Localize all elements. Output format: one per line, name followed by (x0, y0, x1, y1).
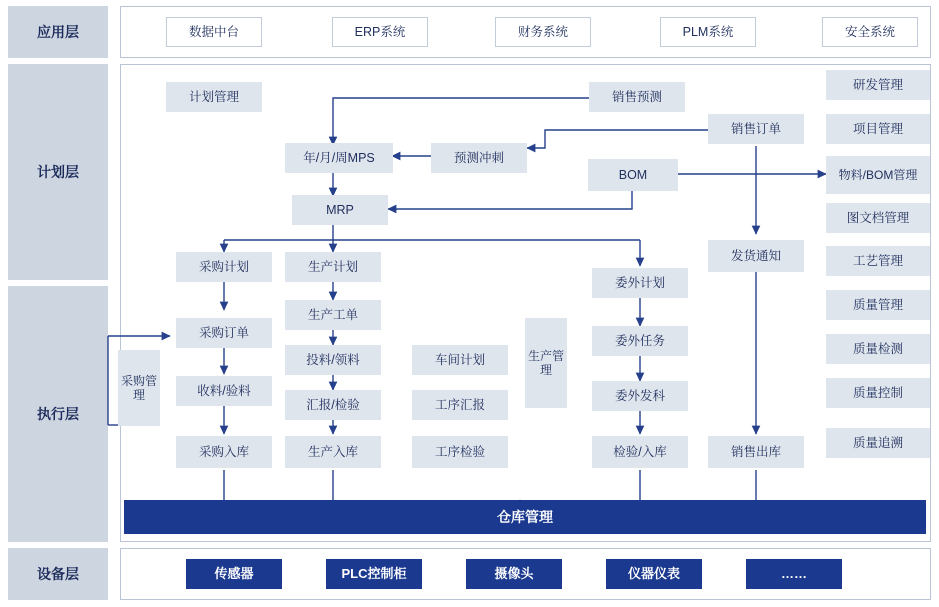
plan-item-plan-management[interactable]: 计划管理 (166, 82, 262, 112)
right-item-document-management[interactable]: 图文档管理 (826, 203, 930, 233)
right-item-quality-inspection[interactable]: 质量检测 (826, 334, 930, 364)
exec-process-inspect[interactable]: 工序检验 (412, 436, 508, 468)
device-item-plc-cabinet[interactable]: PLC控制柜 (326, 559, 422, 589)
warehouse-management-bar[interactable]: 仓库管理 (124, 500, 926, 534)
device-item-camera[interactable]: 摄像头 (466, 559, 562, 589)
exec-report-inspect[interactable]: 汇报/检验 (285, 390, 381, 420)
device-item-instruments[interactable]: 仪器仪表 (606, 559, 702, 589)
app-item-security[interactable]: 安全系统 (822, 17, 918, 47)
exec-purchase-order[interactable]: 采购订单 (176, 318, 272, 348)
app-item-erp[interactable]: ERP系统 (332, 17, 428, 47)
device-item-more[interactable]: …… (746, 559, 842, 589)
exec-sales-outstock[interactable]: 销售出库 (708, 436, 804, 468)
app-item-plm[interactable]: PLM系统 (660, 17, 756, 47)
exec-production-plan[interactable]: 生产计划 (285, 252, 381, 282)
exec-receive-inspect[interactable]: 收料/验料 (176, 376, 272, 406)
device-item-sensor[interactable]: 传感器 (186, 559, 282, 589)
exec-purchase-plan[interactable]: 采购计划 (176, 252, 272, 282)
plan-item-mps[interactable]: 年/月/周MPS (285, 143, 393, 173)
right-item-quality-management[interactable]: 质量管理 (826, 290, 930, 320)
exec-side-label-purchase-management: 采购管理 (118, 350, 160, 426)
exec-delivery-notice[interactable]: 发货通知 (708, 240, 804, 272)
app-item-finance[interactable]: 财务系统 (495, 17, 591, 47)
layer-label-planning: 计划层 (8, 64, 108, 280)
exec-outsource-issue[interactable]: 委外发科 (592, 381, 688, 411)
exec-process-report[interactable]: 工序汇报 (412, 390, 508, 420)
right-item-quality-trace[interactable]: 质量追溯 (826, 428, 930, 458)
plan-item-forecast-sprint[interactable]: 预测冲刺 (431, 143, 527, 173)
right-item-process-management[interactable]: 工艺管理 (826, 246, 930, 276)
plan-item-sales-order[interactable]: 销售订单 (708, 114, 804, 144)
exec-material-issue[interactable]: 投料/领料 (285, 345, 381, 375)
exec-outsource-plan[interactable]: 委外计划 (592, 268, 688, 298)
plan-item-sales-forecast[interactable]: 销售预测 (589, 82, 685, 112)
plan-item-mrp[interactable]: MRP (292, 195, 388, 225)
plan-item-bom[interactable]: BOM (588, 159, 678, 191)
exec-side-label-production-management: 生产管理 (525, 318, 567, 408)
right-item-quality-control[interactable]: 质量控制 (826, 378, 930, 408)
app-item-data-platform[interactable]: 数据中台 (166, 17, 262, 47)
layer-label-execution: 执行层 (8, 286, 108, 542)
exec-production-instock[interactable]: 生产入库 (285, 436, 381, 468)
exec-workshop-plan[interactable]: 车间计划 (412, 345, 508, 375)
exec-outsource-inspect-instock[interactable]: 检验/入库 (592, 436, 688, 468)
layer-label-application: 应用层 (8, 6, 108, 58)
right-item-rd-management[interactable]: 研发管理 (826, 70, 930, 100)
right-item-project-management[interactable]: 项目管理 (826, 114, 930, 144)
exec-outsource-task[interactable]: 委外任务 (592, 326, 688, 356)
exec-purchase-instock[interactable]: 采购入库 (176, 436, 272, 468)
layer-label-device: 设备层 (8, 548, 108, 600)
right-item-material-bom-management[interactable]: 物料/BOM管理 (826, 156, 930, 194)
exec-production-order[interactable]: 生产工单 (285, 300, 381, 330)
middle-layer-panel (120, 64, 931, 542)
